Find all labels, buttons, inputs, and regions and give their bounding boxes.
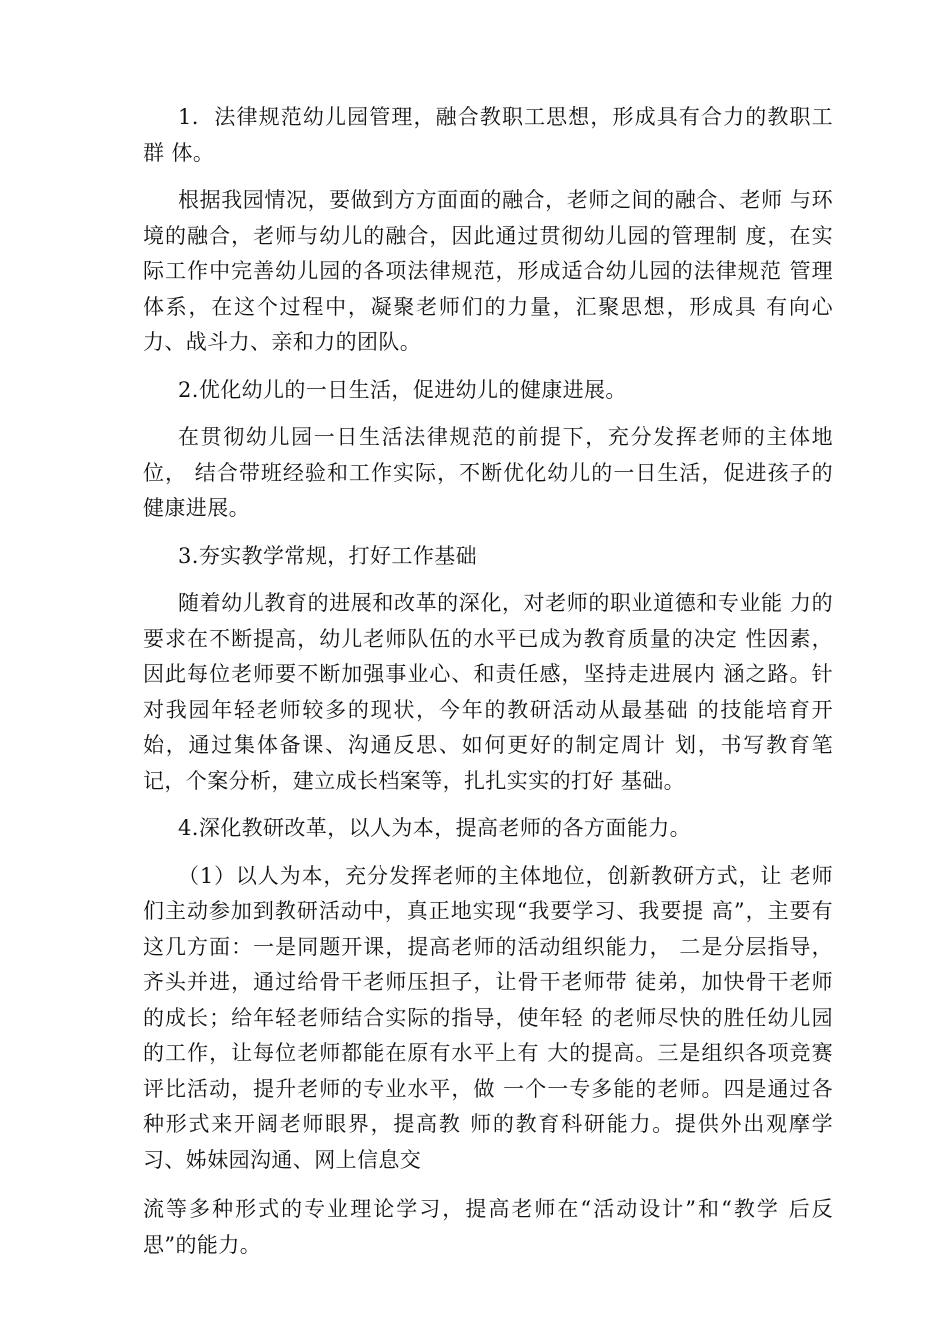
heading-4: 4.深化教研改革，以人为本，提高老师的各方面能力。 — [178, 816, 692, 840]
heading-2: 2.优化幼儿的一日生活，促进幼儿的健康进展。 — [178, 377, 627, 402]
paragraph-3: 随着幼儿教育的进展和改革的深化，对老师的职业道德和专业能 力的要求在不断提高，幼儿老师队伍的水平已成为教育质量的决定 性因素，因此每位老师要不断加强事业心、和责任感，坚持走进展内 涵之路。针对我园年轻老师较多的现状，今年的教研活动从最基础 的技能培育开始，通过集体备课、沟通反思、如何更好的制定周计 划，书写教育笔记，个案分析，建立成长档案等，扎扎实实的打好 基础。 — [143, 591, 833, 793]
document-body — [143, 100, 833, 1263]
paragraph-1: 根据我园情况，要做到方方面面的融合，老师之间的融合、老师 与环境的融合，老师与幼儿的融合，因此通过贯彻幼儿园的管理制 度，在实际工作中完善幼儿园的各项法律规范，形成适合幼儿园的法律规范 管理体系，在这个过程中，凝聚老师们的力量，汇聚思想，形成具 有向心力、战斗力、亲和力的团队。 — [143, 188, 833, 354]
heading-1: 1. 法律规范幼儿园管理，融合教职工思想，形成具有合力的教职工群 体。 — [143, 105, 833, 165]
heading-3: 3.夯实教学常规，打好工作基础 — [178, 543, 478, 568]
paragraph-2: 在贯彻幼儿园一日生活法律规范的前提下，充分发挥老师的主体地位， 结合带班经验和工作实际，不断优化幼儿的一日生活，促进孩子的健康进展。 — [143, 425, 833, 520]
paragraph-4: （1）以人为本，充分发挥老师的主体地位，创新教研方式，让 老师们主动参加到教研活动中，真正地实现“我要学习、我要提 高”，主要有这几方面：一是同题开课，提高老师的活动组织能力， 二是分层指导，齐头并进，通过给骨干老师压担子，让骨干老师带 徒弟，加快骨干老师的成长；给年轻老师结合实际的指导，使年轻 的老师尽快的胜任幼儿园的工作，让每位老师都能在原有水平上有 大的提高。三是组织各项竞赛评比活动，提升老师的专业水平，做 一个一专多能的老师。四是通过各种形式来开阔老师眼界，提高教 师的教育科研能力。提供外出观摩学习、姊妹园沟通、网上信息交 — [143, 863, 833, 1172]
paragraph-4-continued: 流等多种形式的专业理论学习，提高老师在“活动设计”和“教学 后反思”的能力。 — [143, 1197, 833, 1257]
